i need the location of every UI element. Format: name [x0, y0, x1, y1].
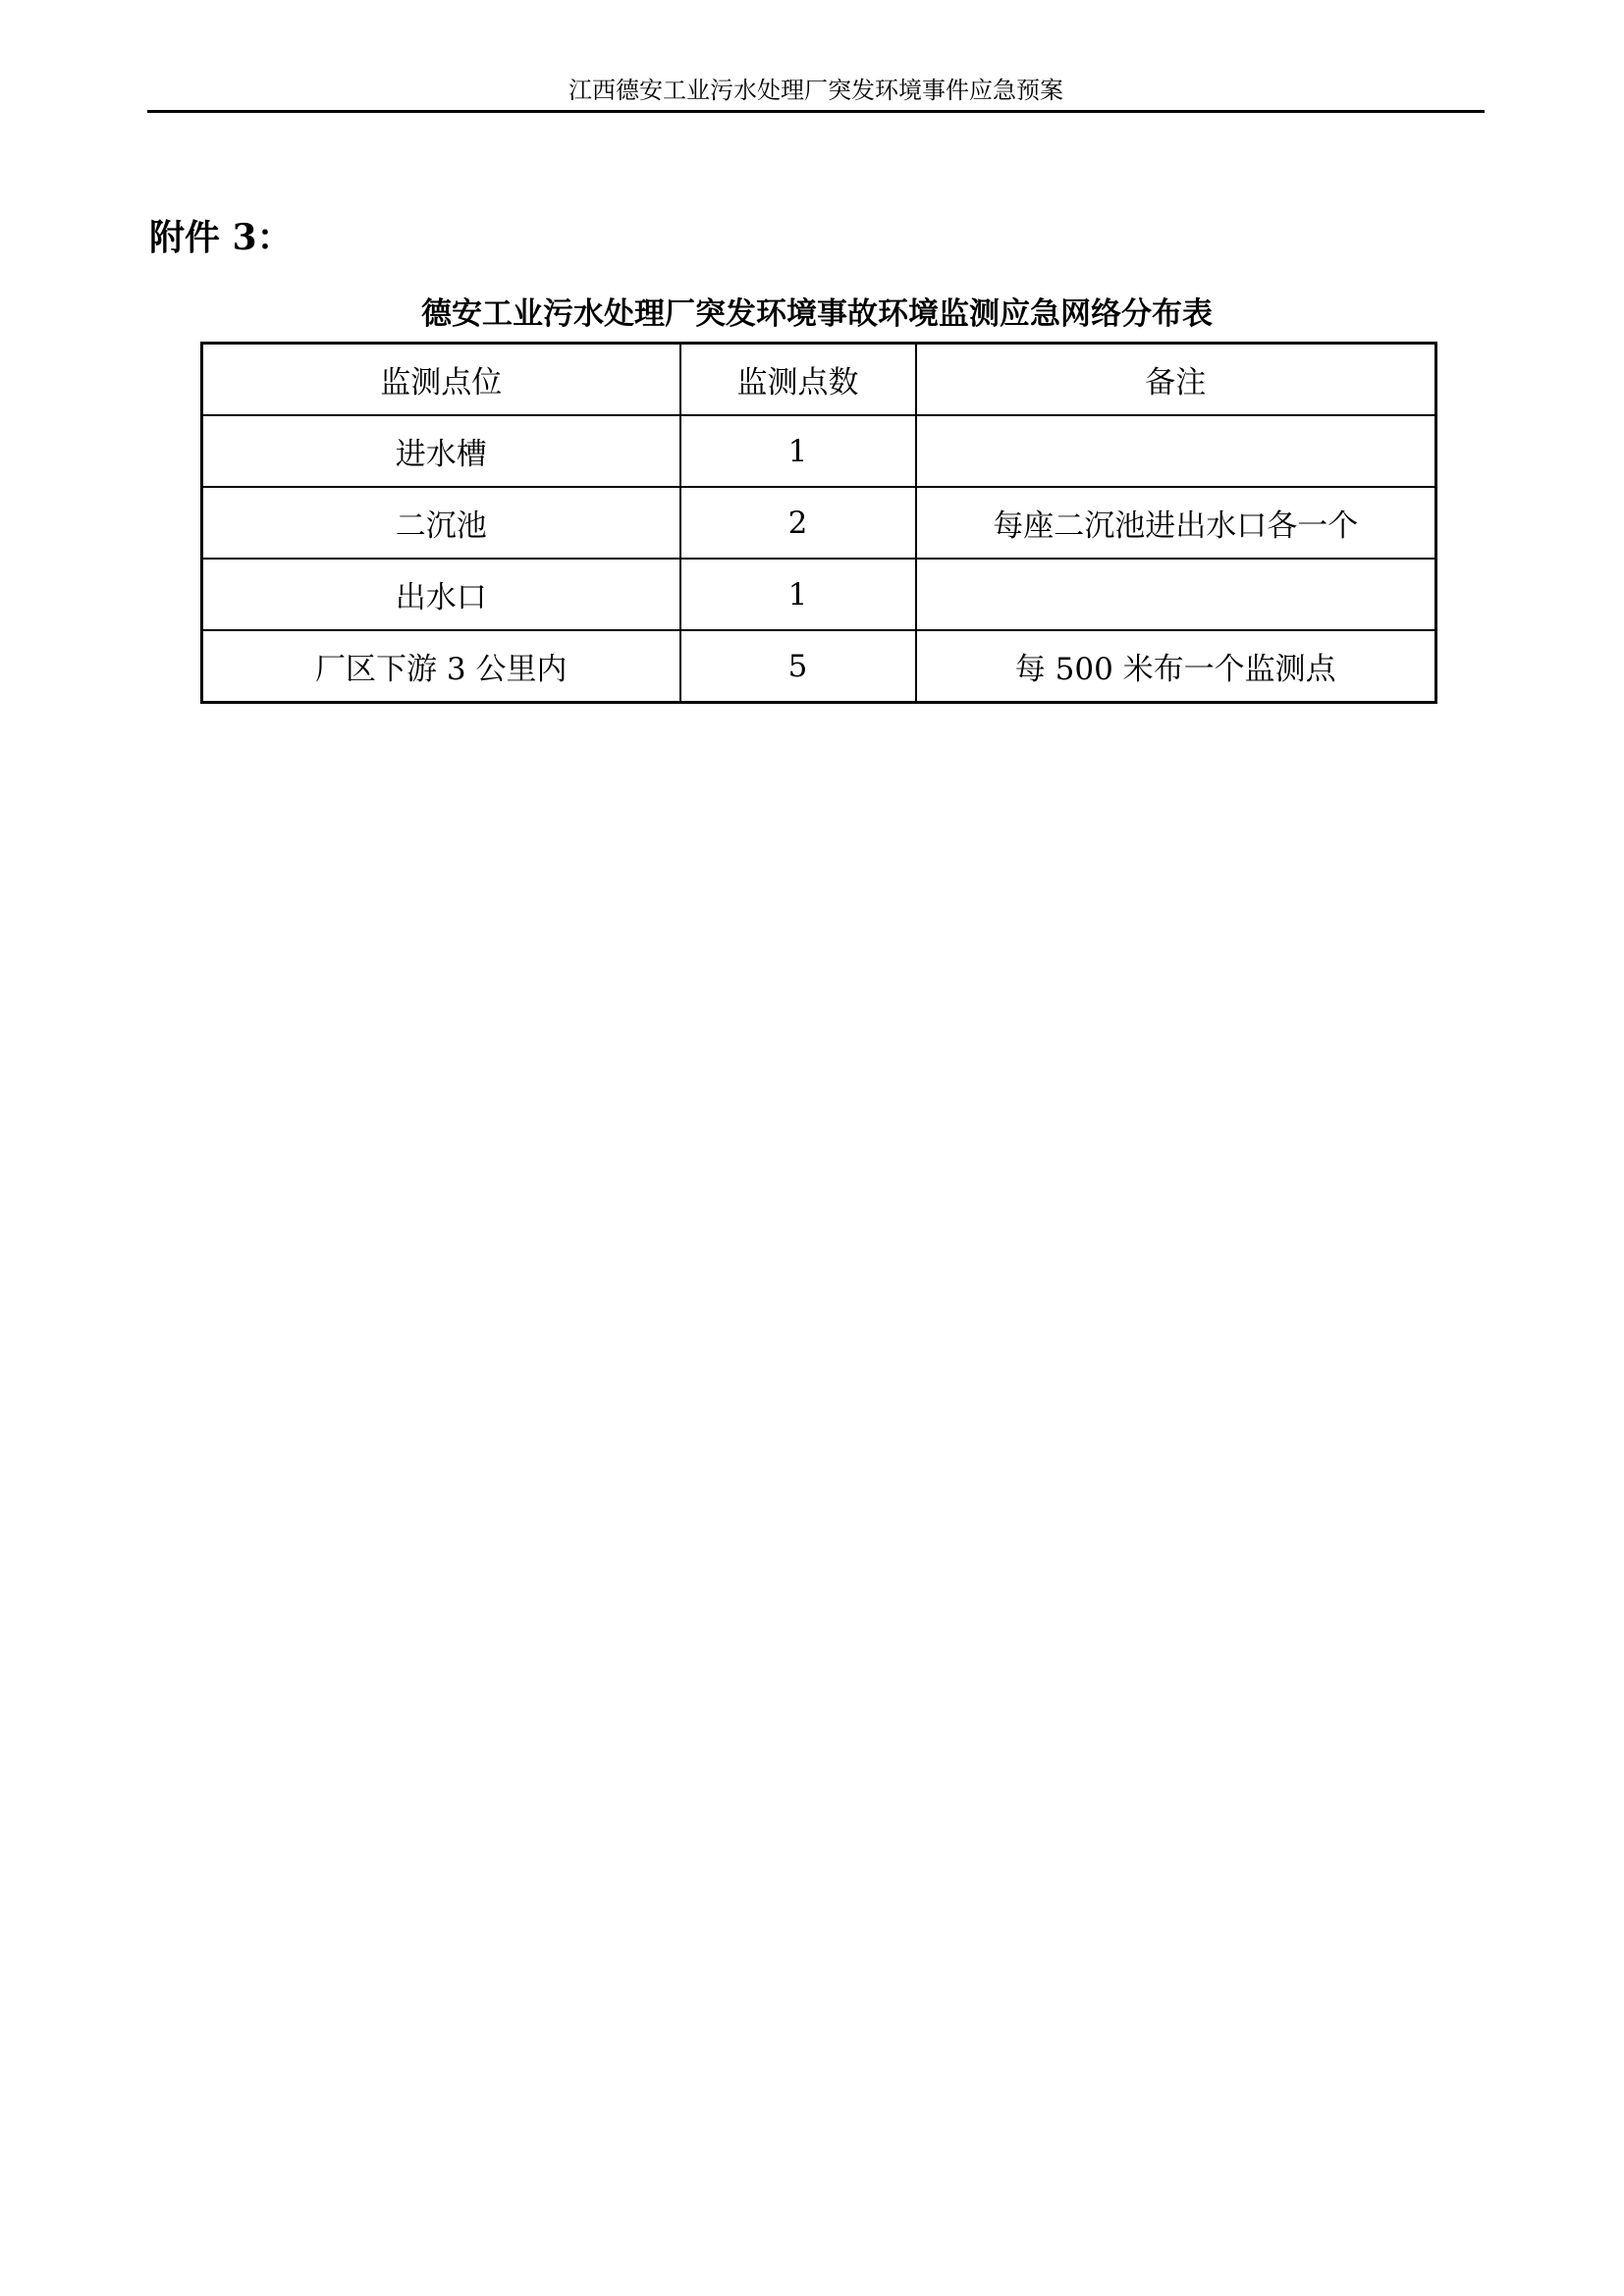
cell-location: 进水槽	[202, 415, 680, 487]
table-row	[202, 630, 1436, 703]
page-header: 江西德安工业污水处理厂突发环境事件应急预案	[568, 77, 1063, 104]
table-row	[202, 415, 1436, 487]
column-header-location: 监测点位	[202, 344, 680, 416]
cell-count: 5	[680, 630, 916, 703]
cell-count: 2	[680, 487, 916, 559]
cell-location: 出水口	[202, 559, 680, 630]
table-row	[202, 487, 1436, 559]
cell-count: 1	[680, 559, 916, 630]
table-row	[202, 559, 1436, 630]
table-title: 德安工业污水处理厂突发环境事故环境监测应急网络分布表	[421, 296, 1213, 332]
cell-note: 每座二沉池进出水口各一个	[916, 487, 1436, 559]
header-divider	[147, 110, 1485, 113]
monitoring-network-table	[200, 342, 1437, 704]
cell-location: 二沉池	[202, 487, 680, 559]
table-header-row	[202, 344, 1436, 416]
cell-location: 厂区下游 3 公里内	[202, 630, 680, 703]
cell-note: 每 500 米布一个监测点	[916, 630, 1436, 703]
cell-note	[916, 559, 1436, 630]
cell-note	[916, 415, 1436, 487]
column-header-count: 监测点数	[680, 344, 916, 416]
attachment-label: 附件 3：	[149, 217, 293, 258]
cell-count: 1	[680, 415, 916, 487]
column-header-note: 备注	[916, 344, 1436, 416]
